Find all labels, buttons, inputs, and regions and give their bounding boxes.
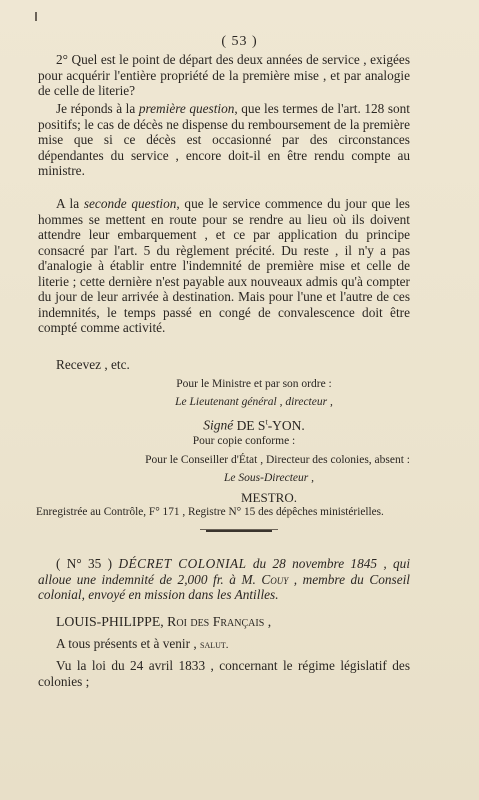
decree-heading: ( N° 35 ) DÉCRET COLONIAL du 28 novembre 1845 , qui alloue une indemnité de 2,000 fr. à M. Couy , membre du Conseil colonial, envoyé en mission dans les Antilles. <box>38 556 411 602</box>
salutation-text: A tous présents et à venir , <box>56 636 197 651</box>
answer-2-body: , que le service commence du jour que les hommes se mettent en route pour se rendre au lieu où ils doivent attendre leur embarquement , et ce par application du principe consacré par l'art. 5 du règlement précité. Du reste , il n'y a pas d'analogie à établir entre l'indemnité de première mise et celle de literie ; cette dernière n'est payable aux nouveaux admis qu'à compter du jour de leur arrivée à destination. Mais pour l'une et l'autre de ces indemnités, le temps passé en congé de convalescence doit être compté comme activité. <box>38 196 410 335</box>
signature-line-2: Le Lieutenant général , directeur , <box>175 395 333 408</box>
signature-line-1: Pour le Ministre et par son ordre : <box>176 378 332 390</box>
section-divider <box>206 530 272 532</box>
question-2: 2° Quel est le point de départ des deux années de service , exigées pour acquérir l'entière propriété de la première mise , et par analogie de celle de literie? <box>38 52 410 98</box>
copy-line-1: Pour copie conforme : <box>192 435 296 447</box>
answer-1-body: , que les termes de l'art. 128 sont positifs; le cas de décès ne dispense du remboursement de la première mise que si ce décès est occasionné par des circonstances dépendantes du service , encore doit-il en être rendu compte au ministre. <box>38 101 410 178</box>
answer-2-lead: A la <box>56 196 84 211</box>
salutation-line <box>38 636 410 654</box>
registration-line: Enregistrée au Contrôle, F° 171 , Registre N° 15 des dépêches ministérielles. <box>36 506 384 518</box>
copy-line-3: Le Sous-Directeur , <box>224 472 314 484</box>
king-name: LOUIS-PHILIPPE <box>56 614 161 629</box>
king-line <box>38 614 410 630</box>
vu-text: Vu la loi du 24 avril 1833 , concernant le régime législatif des colonies ; <box>38 658 410 689</box>
decree-number: ( N° 35 ) <box>56 556 113 571</box>
signature-signe: Signé <box>203 417 234 433</box>
answer-2-paragraph <box>38 196 410 336</box>
answer-2-emphasis: seconde question <box>83 196 177 211</box>
decree-title: DÉCRET COLONIAL <box>118 556 247 571</box>
king-title: , Roi des Français , <box>160 614 272 629</box>
margin-mark <box>35 12 37 21</box>
copy-line-2: Pour le Conseiller d'État , Directeur des colonies, absent : <box>145 453 410 466</box>
vu-paragraph <box>38 658 410 689</box>
closing-line: Recevez , etc. <box>56 357 130 372</box>
decree-person: Couy <box>261 571 289 587</box>
salutation-word: salut. <box>200 639 229 651</box>
signature-block <box>38 377 410 433</box>
copy-block <box>38 434 410 505</box>
answer-1-emphasis: première question <box>138 101 235 116</box>
answer-1-lead: Je réponds à la <box>56 101 139 116</box>
page-number: ( 53 ) <box>221 34 258 49</box>
answer-1-paragraph <box>38 101 410 179</box>
question-paragraph <box>38 52 410 99</box>
copy-line-4: MESTRO. <box>241 489 297 505</box>
signature-name: DE $S^t$-YON. <box>236 417 305 433</box>
